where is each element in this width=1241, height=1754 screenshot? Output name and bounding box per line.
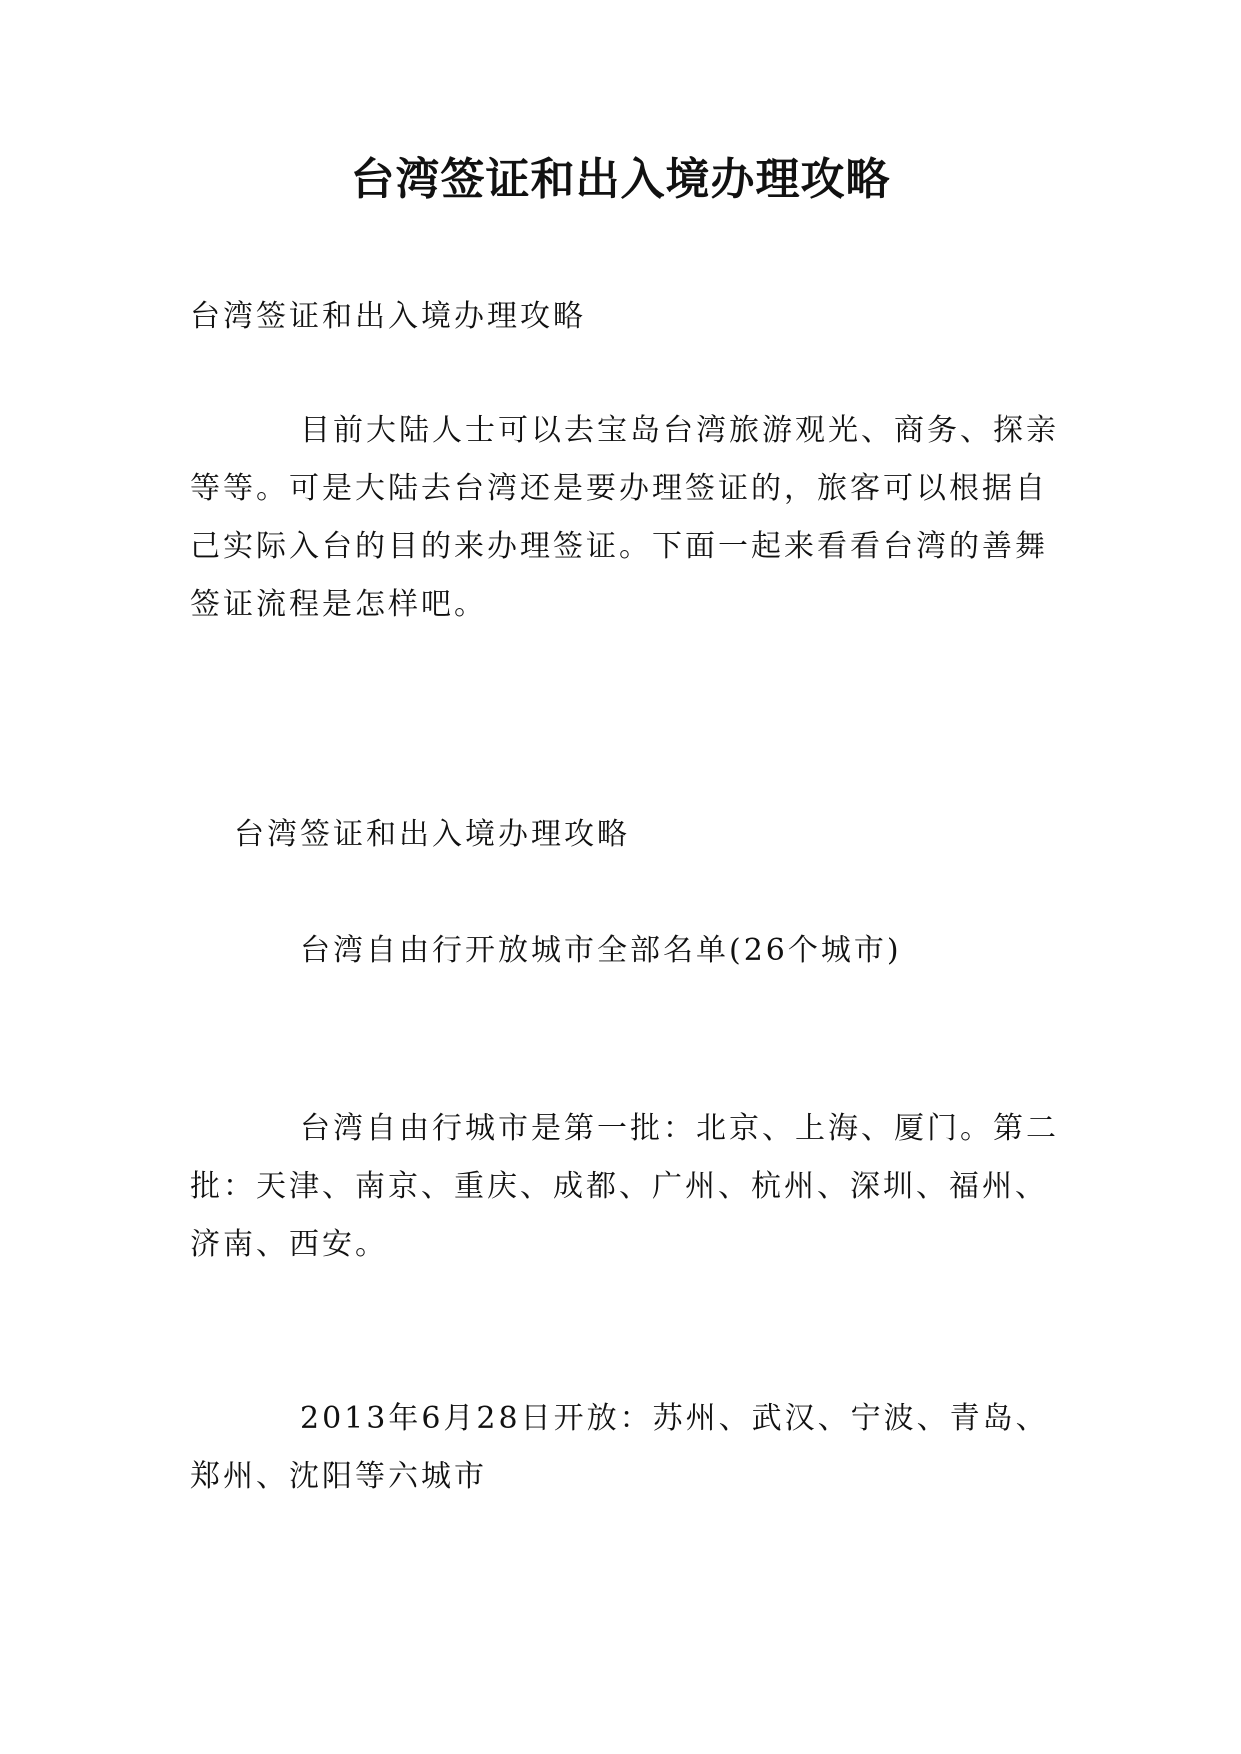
subtitle-line: 台湾签证和出入境办理攻略 <box>190 299 586 334</box>
subtitle-line-repeat: 台湾签证和出入境办理攻略 <box>234 817 630 852</box>
document-title: 台湾签证和出入境办理攻略 <box>350 154 891 205</box>
intro-paragraph: 目前大陆人士可以去宝岛台湾旅游观光、商务、探亲等等。可是大陆去台湾还是要办理签证的，旅客可以根据自己实际入台的目的来办理签证。下面一起来看看台湾的善舞签证流程是怎样吧。 <box>190 413 1059 622</box>
city-list-heading: 台湾自由行开放城市全部名单(26个城市) <box>300 933 902 968</box>
cities-2013-paragraph: 2013年6月28日开放：苏州、武汉、宁波、青岛、郑州、沈阳等六城市 <box>190 1401 1049 1494</box>
batch-cities-paragraph: 台湾自由行城市是第一批：北京、上海、厦门。第二批：天津、南京、重庆、成都、广州、杭州、深圳、福州、济南、西安。 <box>190 1111 1059 1262</box>
